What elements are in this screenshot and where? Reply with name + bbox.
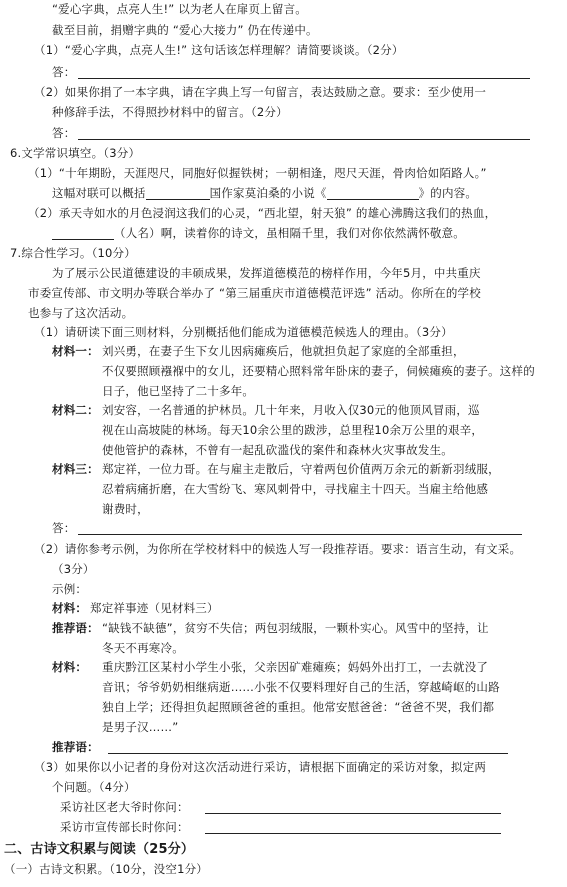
material4-line2: 音讯；爷爷奶奶相继病逝……小张不仅要料理好自己的生活，穿越崎岖的山路 [102,680,500,694]
s7-task2-line1: （2）请你参考示例，为你所在学校材料中的候选人写一段推荐语。要求：语言生动，有文采。 [34,542,522,556]
s7-intro-line1: 为了展示公民道德建设的丰硕成果，发挥道德模范的榜样作用，今年5月，中共重庆 [52,266,481,280]
material4-line4: 是男子汉……” [102,720,179,734]
material1-line3: 日子，他已坚持了二十多年。 [102,384,255,398]
s6-p2-line2 [52,228,465,240]
s6-p1-line2-c: 》的内容。 [418,186,478,200]
interview-elder-label: 采访社区老大爷时你问： [60,800,189,814]
interview-minister-line[interactable] [205,833,501,834]
q2-question-line2: 种修辞手法，不得照抄材料中的留言。（2分） [52,105,288,119]
material1-line2: 不仅要照顾襁褓中的女儿，还要精心照料常年卧床的妻子，伺候瘫痪的妻子。这样的 [102,364,535,378]
example-recommend-line2: 冬天不再寒冷。 [102,641,184,655]
material2-label: 材料二： [52,403,99,417]
s6-p2-line2-b: （人名）啊，读着你的诗文，虽相隔千里，我们对你依然满怀敬意。 [114,226,465,240]
material2-line1: 刘安容，一名普通的护林员。几十年来，月收入仅30元的他顶风冒雨，巡 [102,403,480,417]
q2-question-line1: （2）如果你捐了一本字典，请在字典上写一句留言，表达鼓励之意。要求：至少使用一 [34,85,487,99]
interview-minister-label: 采访市宣传部长时你问： [60,820,189,834]
s7-task3-line2: 个问题。（4分） [52,780,136,794]
s7-task2-line2: （3分） [52,562,95,576]
q2-answer-label: 答： [52,126,76,140]
s7-title: 7.综合性学习。（10分） [10,246,136,260]
material2-line2: 视在山高坡陡的林场。每天10余公里的跋涉，总里程10余万公里的艰辛， [102,423,484,437]
q2-answer-line[interactable] [78,139,530,140]
material3-label: 材料三： [52,462,99,476]
country-blank[interactable] [146,189,210,200]
q1-answer-label: 答： [52,65,76,79]
q1-answer-line[interactable] [78,78,530,79]
example-material-label: 材料： [52,601,88,615]
material2-line3: 使他管护的森林，不曾有一起乱砍滥伐的案件和森林火灾事故发生。 [102,443,453,457]
s7-intro-line3: 也参与了这次活动。 [28,306,134,320]
section2-title: 二、古诗文积累与阅读（25分） [4,842,195,857]
material3-line2: 忍着病痛折磨，在大雪纷飞、寒风刺骨中，寻找雇主十四天。当雇主给他感 [102,482,489,496]
s7-answer-label: 答： [52,521,76,535]
material3-line1: 郑定祥，一位力哥。在与雇主走散后，守着两包价值两万余元的新新羽绒服， [102,462,500,476]
material3-line3: 谢费时， [102,502,149,516]
s6-p1-line2-a: 这幅对联可以概括 [52,186,146,200]
example-label: 示例： [52,582,88,596]
s6-title: 6.文学常识填空。（3分） [10,146,141,160]
example-material-text: 郑定祥事迹（见材料三） [90,601,219,615]
novel-title-blank[interactable] [327,189,419,200]
s6-p1-line2-b: 国作家莫泊桑的小说《 [209,186,327,200]
example-recommend-line1: “缺钱不缺德”，贫穷不失信；两包羽绒服，一颗朴实心。风雪中的坚持，让 [102,621,489,635]
person-name-blank[interactable] [52,229,114,240]
intro-quote-line: “爱心字典，点亮人生!” 以为老人在扉页上留言。 [52,2,307,16]
s6-p1-line1: （1）“十年期盼，天涯咫尺，同胞好似握铁树；一朝相逢，咫尺天涯，骨肉恰如陌路人。” [28,166,487,180]
q1-question: （1）“爱心字典，点亮人生!” 这句话该怎样理解？请简要谈谈。（2分） [34,43,404,57]
section2-sub: （一）古诗文积累。（10分，没空1分） [4,862,208,876]
s7-task3-line1: （3）如果你以小记者的身份对这次活动进行采访，请根据下面确定的采访对象，拟定两 [34,760,487,774]
recommend-label: 推荐语： [52,740,99,754]
material1-label: 材料一： [52,344,99,358]
intro-status-line: 截至目前，捐赠字典的 “爱心大接力” 仍在传递中。 [52,23,318,37]
material1-line1: 刘兴勇，在妻子生下女儿因病瘫痪后，他就担负起了家庭的全部重担， [102,344,465,358]
s7-intro-line2: 市委宣传部、市文明办等联合举办了 “第三届重庆市道德模范评选” 活动。你所在的学校 [28,286,481,300]
example-recommend-label: 推荐语： [52,621,99,635]
s7-answer-line[interactable] [78,534,522,535]
material4-line1: 重庆黔江区某村小学生小张，父亲因矿难瘫痪；妈妈外出打工，一去就没了 [102,660,489,674]
s6-p1-line2 [52,188,477,200]
s7-task1: （1）请研读下面三则材料，分别概括他们能成为道德模范候选人的理由。（3分） [34,325,453,339]
material4-label: 材料： [52,660,88,674]
material4-line3: 独自上学；还得担负起照顾爸爸的重担。他常安慰爸爸：“爸爸不哭，我们都 [102,700,495,714]
recommend-answer-line[interactable] [108,753,508,754]
s6-p2-line1: （2）承天寺如水的月色浸润这我们的心灵，“西北望，射天狼” 的雄心沸腾这我们的热血， [28,206,497,220]
interview-elder-line[interactable] [205,813,501,814]
